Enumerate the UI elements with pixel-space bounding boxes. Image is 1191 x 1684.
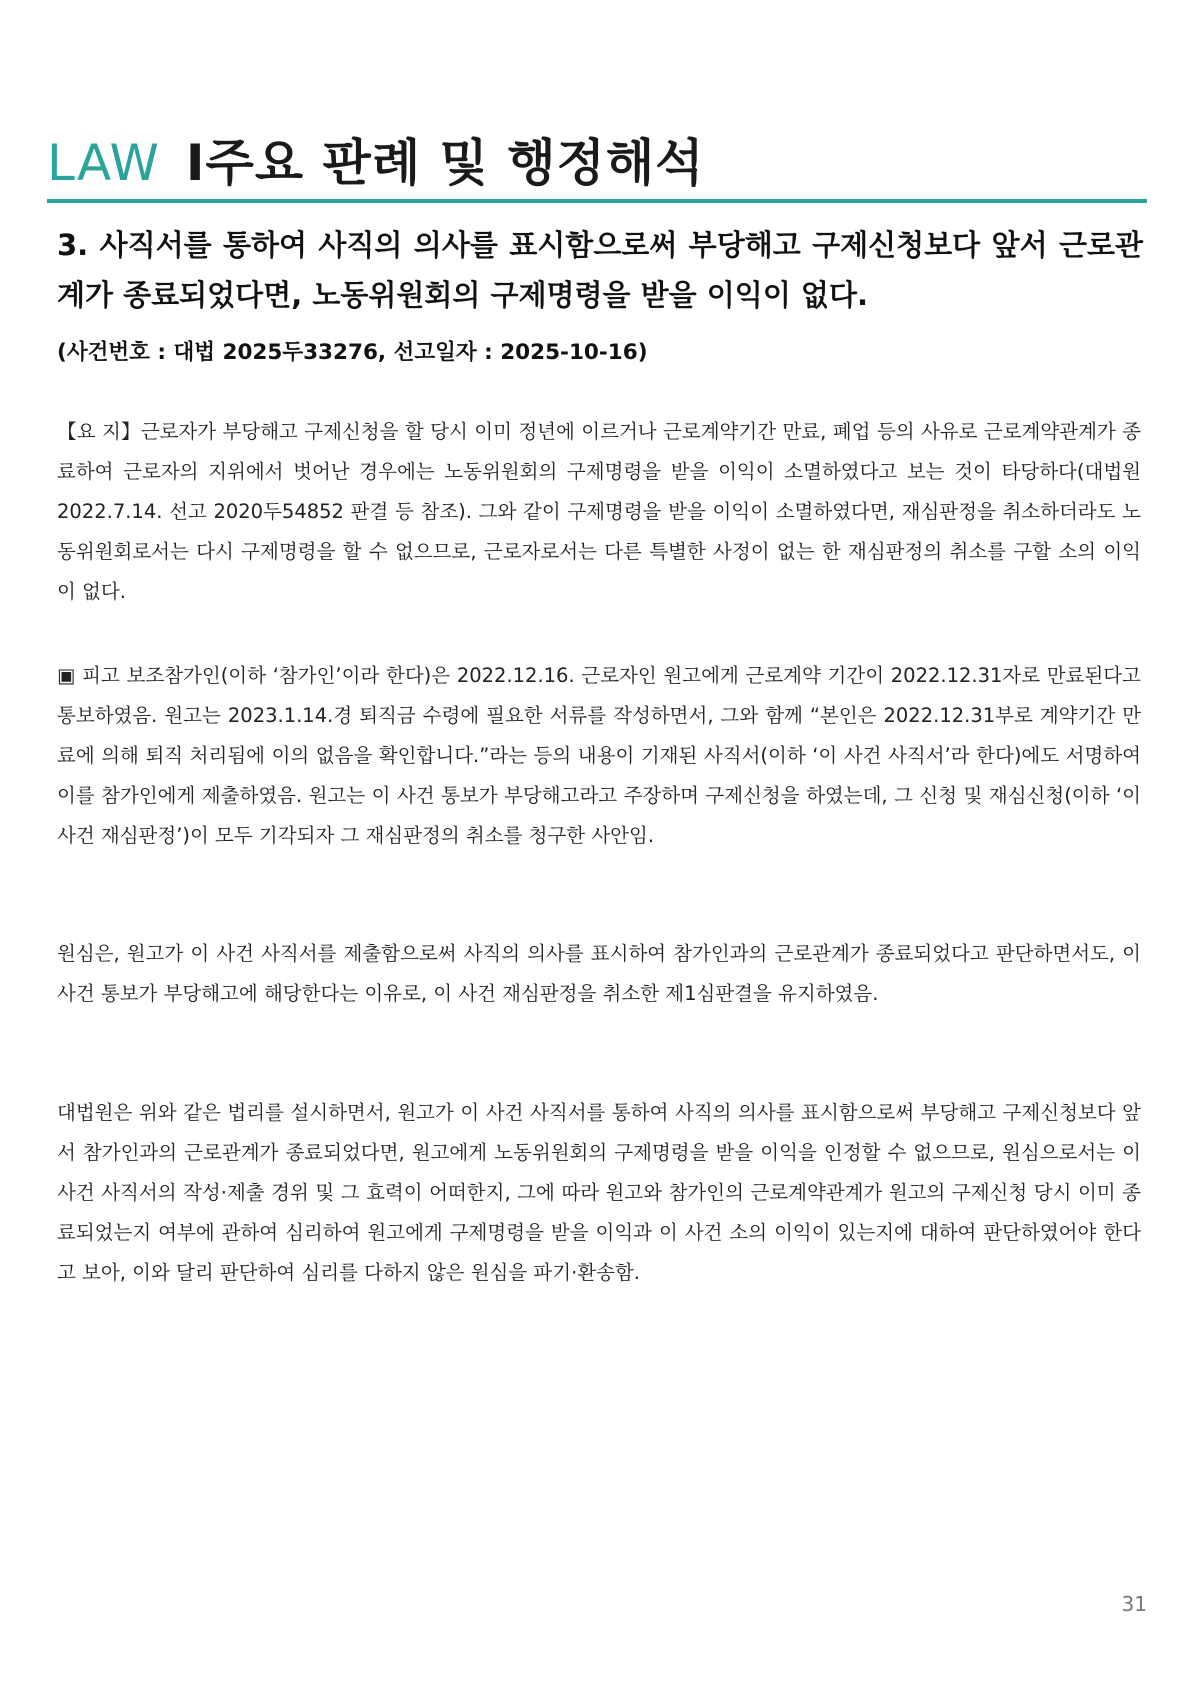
header-title xyxy=(47,128,1147,198)
summary-paragraph: 【요 지】근로자가 부당해고 구제신청을 할 당시 이미 정년에 이르거나 근로계약기간 만료, 폐업 등의 사유로 근로계약관계가 종료하여 근로자의 지위에서 벗어난 경우에는 노동위원회의 구제명령을 받을 이익이 소멸하였다고 보는 것이 타당하다(대법원 2022.7.14. 선고 2020두54852 판결 등 참조). 그와 같이 구제명령을 받을 이익이 소멸하였다면, 재심판정을 취소하더라도 노동위원회로서는 다시 구제명령을 할 수 없으므로, 근로자로서는 다른 특별한 사정이 없는 한 재심판정의 취소를 구할 소의 이익이 없다. xyxy=(57,420,1141,603)
supreme-court-paragraph: 대법원은 위와 같은 법리를 설시하면서, 원고가 이 사건 사직서를 통하여 사직의 의사를 표시함으로써 부당해고 구제신청보다 앞서 참가인과의 근로관계가 종료되었다면, 원고에게 노동위원회의 구제명령을 받을 이익을 인정할 수 없으므로, 원심으로서는 이 사건 사직서의 작성·제출 경위 및 그 효력이 어떠한지, 그에 따라 원고와 참가인의 근로계약관계가 원고의 구제신청 당시 이미 종료되었는지 여부에 관하여 심리하여 원고에게 구제명령을 받을 이익과 이 사건 소의 이익이 있는지에 대하여 판단하였어야 한다고 보아, 이와 달리 판단하여 심리를 다하지 않은 원심을 파기·환송함. xyxy=(57,1101,1141,1284)
law-label: LAW xyxy=(47,134,160,192)
section-title: Ⅰ주요 판례 및 행정해석 xyxy=(185,134,705,192)
facts-paragraph: ▣ 피고 보조참가인(이하 ‘참가인’이라 한다)은 2022.12.16. 근로자인 원고에게 근로계약 기간이 2022.12.31자로 만료된다고 통보하였음. 원고는 2023.1.14.경 퇴직금 수령에 필요한 서류를 작성하면서, 그와 함께 “본인은 2022.12.31부로 계약기간 만료에 의해 퇴직 처리됨에 이의 없음을 확인합니다.”라는 등의 내용이 기재된 사직서(이하 ‘이 사건 사직서’라 한다)에도 서명하여 이를 참가인에게 제출하였음. 원고는 이 사건 통보가 부당해고라고 주장하며 구제신청을 하였는데, 그 신청 및 재심신청(이하 ‘이 사건 재심판정’)이 모두 기각되자 그 재심판정의 취소를 청구한 사안임. xyxy=(57,664,1141,847)
case-title: 3. 사직서를 통하여 사직의 의사를 표시함으로써 부당해고 구제신청보다 앞서 근로관계가 종료되었다면, 노동위원회의 구제명령을 받을 이익이 없다. xyxy=(57,228,1143,312)
case-meta: (사건번호 : 대법 2025두33276, 선고일자 : 2025-10-16) xyxy=(57,340,648,365)
page-number: 31 xyxy=(1121,1592,1147,1616)
lower-court-paragraph: 원심은, 원고가 이 사건 사직서를 제출함으로써 사직의 의사를 표시하여 참가인과의 근로관계가 종료되었다고 판단하면서도, 이 사건 통보가 부당해고에 해당한다는 이유로, 이 사건 재심판정을 취소한 제1심판결을 유지하였음. xyxy=(57,942,1141,1005)
header-divider xyxy=(47,199,1147,203)
page-header xyxy=(47,128,1147,198)
